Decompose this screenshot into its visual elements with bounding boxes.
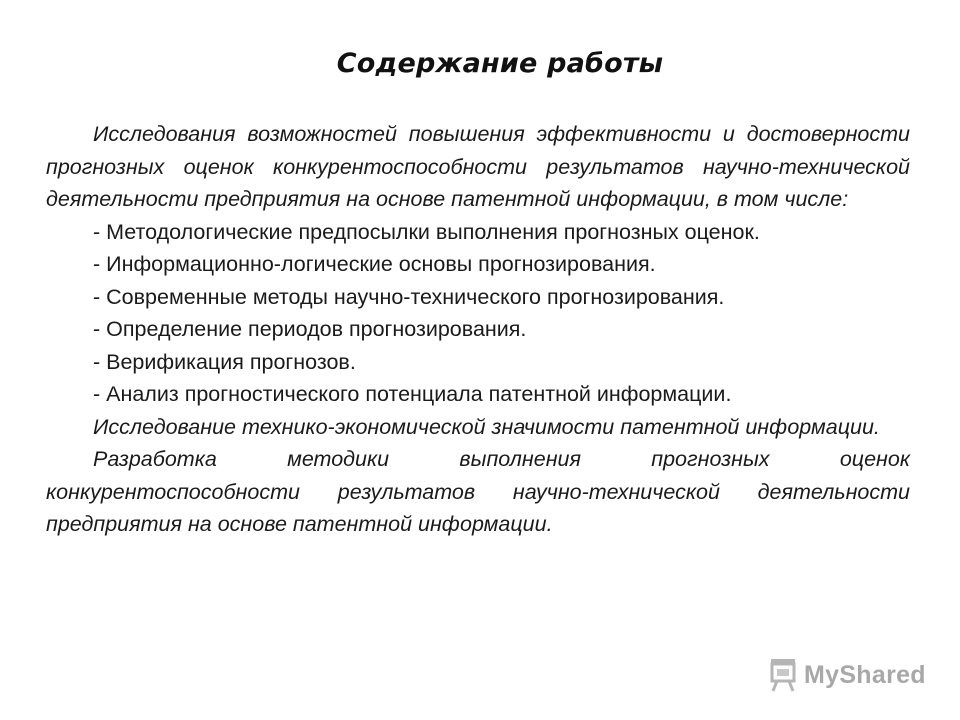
paragraph-significance: Исследование технико-экономической значимости патентной информации. <box>93 414 880 439</box>
list-item: - Современные методы научно-технического прогнозирования. <box>93 284 725 309</box>
list-item: - Методологические предпосылки выполнения прогнозных оценок. <box>93 219 760 244</box>
list-item: - Определение периодов прогнозирования. <box>93 317 527 341</box>
list-item: - Информационно-логические основы прогнозирования. <box>93 252 656 276</box>
list-item: - Верификация прогнозов. <box>93 349 356 374</box>
content-body <box>46 118 910 541</box>
presentation-board-icon <box>768 658 798 692</box>
list-item: - Анализ прогностического потенциала патентной информации. <box>93 382 732 406</box>
page-title: Содержание работы <box>336 48 664 79</box>
watermark-logo <box>768 655 928 695</box>
watermark-text: MyShared <box>804 660 926 689</box>
paragraph-methodology: Разработка методики выполнения прогнозных оценок конкурентоспособности результатов научно-технической деятельности предприятия на основе патентной информации. <box>46 447 910 536</box>
paragraph-intro: Исследования возможностей повышения эффективности и достоверности прогнозных оценок конкурентоспособности результатов научно-технической деятельности предприятия на основе патентной информации, в том числе: <box>46 122 910 211</box>
